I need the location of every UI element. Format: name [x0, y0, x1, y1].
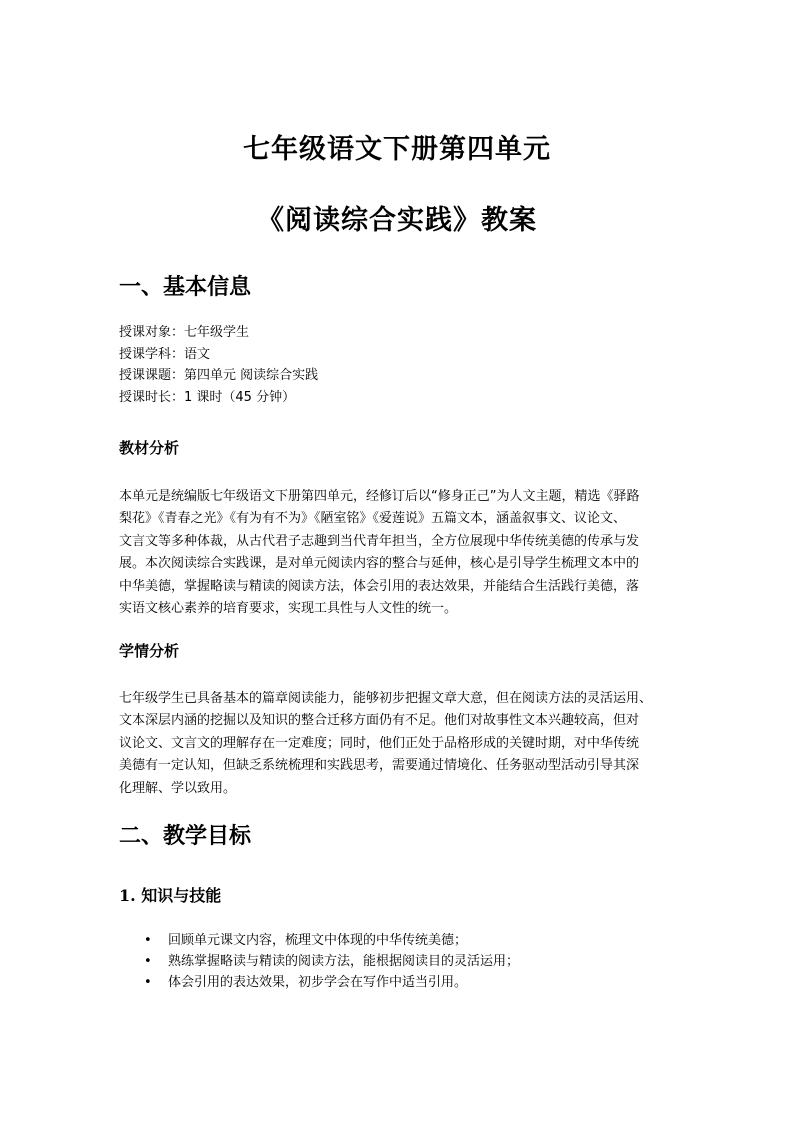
- paragraph-line: 议论文、文言文的理解存在一定难度；同时，他们正处于品格形成的关键时期，对中华传统: [119, 735, 640, 751]
- student-analysis-paragraph: [119, 688, 679, 800]
- bullet-text: 回顾单元课文内容，梳理文中体现的中华传统美德；: [168, 933, 468, 948]
- subsection-heading-knowledge-skills: 1. 知识与技能: [119, 886, 222, 905]
- bullet-text: 熟练掌握略读与精读的阅读方法，能根据阅读目的灵活运用；: [168, 954, 520, 969]
- info-item-subject: 授课学科：语文: [119, 346, 211, 362]
- subsection-heading-student-analysis: 学情分析: [119, 642, 180, 660]
- bullet-text: 体会引用的表达效果，初步学会在写作中适当引用。: [168, 975, 468, 990]
- basic-info-list: [119, 322, 318, 408]
- section-heading-teaching-goals: 二、教学目标: [119, 823, 252, 849]
- material-analysis-paragraph: [119, 486, 679, 620]
- goals-bullet-list: [119, 930, 519, 993]
- paragraph-line: 实语文核心素养的培育要求，实现工具性与人文性的统一。: [119, 601, 458, 617]
- document-title-line1: 七年级语文下册第四单元: [243, 134, 551, 165]
- paragraph-line: 本单元是统编版七年级语文下册第四单元，经修订后以“修身正己”为人文主题，精选《驿路: [119, 489, 640, 504]
- bullet-item: [119, 972, 519, 993]
- bullet-icon: •: [144, 975, 152, 990]
- paragraph-line: 美德有一定认知，但缺乏系统梳理和实践思考，需要通过情境化、任务驱动型活动引导其深: [119, 758, 640, 774]
- paragraph-line: 展。本次阅读综合实践课，是对单元阅读内容的整合与延伸，核心是引导学生梳理文本中的: [119, 556, 640, 572]
- paragraph-line: 化理解、学以致用。: [119, 780, 237, 796]
- paragraph-line: 文言文等多种体裁，从古代君子志趣到当代青年担当，全方位展现中华传统美德的传承与发: [119, 533, 640, 549]
- subsection-heading-material-analysis: 教材分析: [119, 439, 180, 457]
- paragraph-line: 中华美德，掌握略读与精读的阅读方法，体会引用的表达效果，并能结合生活践行美德，落: [119, 578, 640, 594]
- bullet-icon: •: [144, 954, 152, 969]
- info-item-audience: 授课对象：七年级学生: [119, 325, 250, 340]
- bullet-item: [119, 930, 519, 951]
- info-item-duration: 授课时长：1 课时（45 分钟）: [119, 389, 296, 405]
- paragraph-line: 七年级学生已具备基本的篇章阅读能力，能够初步把握文章大意，但在阅读方法的灵活运用、: [119, 691, 653, 706]
- info-item-topic: 授课课题：第四单元 阅读综合实践: [119, 368, 319, 383]
- paragraph-line: 文本深层内涵的挖掘以及知识的整合迁移方面仍有不足。他们对故事性文本兴趣较高，但对: [119, 713, 640, 729]
- paragraph-line: 梨花》《青春之光》《有为有不为》《陋室铭》《爱莲说》五篇文本，涵盖叙事文、议论文、: [119, 511, 627, 527]
- document-title-line2: 《阅读综合实践》教案: [257, 205, 537, 236]
- bullet-icon: •: [144, 933, 152, 948]
- bullet-item: [119, 951, 519, 972]
- section-heading-basic-info: 一、基本信息: [119, 274, 252, 300]
